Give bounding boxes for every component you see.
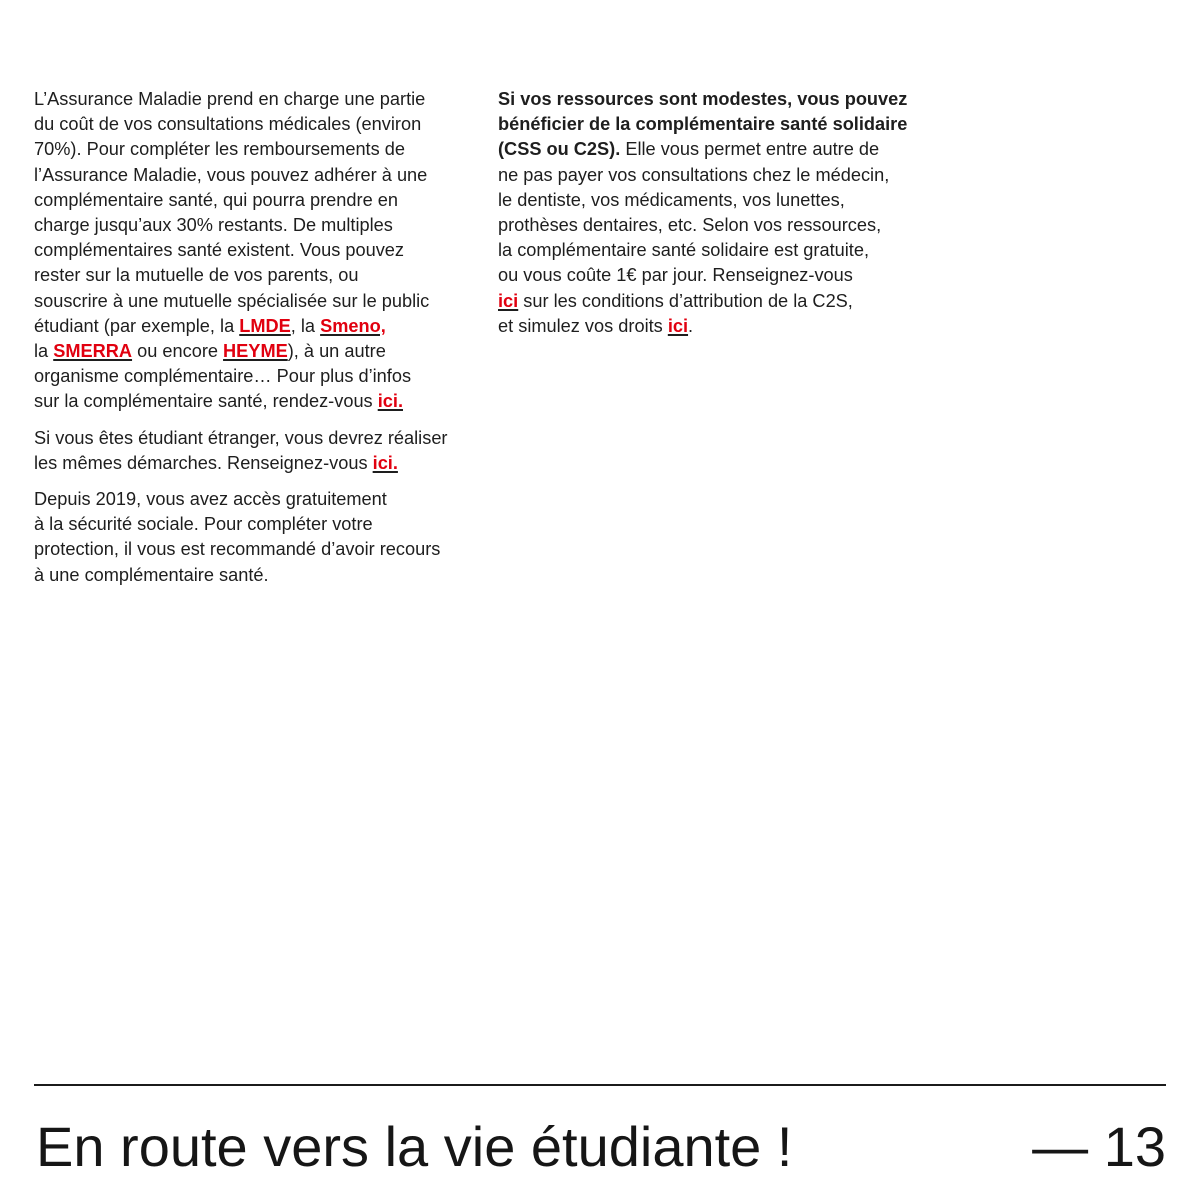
text-line: Depuis 2019, vous avez accès gratuitement [34, 489, 387, 510]
text-line: le dentiste, vos médicaments, vos lunettes, [498, 189, 845, 210]
link-ici-c2s-attribution[interactable]: ici [498, 290, 519, 311]
text-line: souscrire à une mutuelle spécialisée sur le public [34, 290, 430, 311]
text-line [498, 137, 918, 162]
text-line: L’Assurance Maladie prend en charge une partie [34, 89, 426, 109]
paragraph-etudiant-etranger [34, 426, 479, 476]
footer-divider [34, 1084, 1166, 1086]
text-segment: , la [290, 315, 321, 336]
link-smerra[interactable]: SMERRA [53, 341, 133, 362]
paragraph-css-c2s [498, 87, 918, 339]
text-line: la complémentaire santé solidaire est gratuite, [498, 240, 870, 261]
bold-text-segment: (CSS ou C2S). [498, 139, 621, 160]
text-line: complémentaire santé, qui pourra prendre en [34, 189, 398, 210]
text-line: organisme complémentaire… Pour plus d’infos [34, 366, 412, 387]
text-line [34, 389, 479, 414]
link-lmde[interactable]: LMDE [239, 315, 291, 336]
text-line: à la sécurité sociale. Pour compléter votre [34, 514, 373, 535]
text-line: protection, il vous est recommandé d’avoir recours [34, 539, 441, 560]
text-line: ne pas payer vos consultations chez le médecin, [498, 164, 890, 185]
paragraph-complementaire-sante [34, 87, 479, 415]
text-line: Si vous êtes étudiant étranger, vous devrez réaliser [34, 427, 448, 448]
text-line: charge jusqu’aux 30% restants. De multiples [34, 215, 393, 236]
text-segment: les mêmes démarches. Renseignez-vous [34, 452, 373, 473]
text-segment: Elle vous permet entre autre de [620, 139, 880, 160]
footer-title: En route vers la vie étudiante ! [36, 1115, 793, 1178]
link-smeno[interactable]: Smeno, [320, 315, 386, 336]
text-line: l’Assurance Maladie, vous pouvez adhérer à une [34, 164, 428, 185]
text-segment: étudiant (par exemple, la [34, 315, 240, 336]
text-line [34, 314, 479, 339]
right-column [498, 87, 918, 350]
text-line: du coût de vos consultations médicales (environ [34, 114, 422, 135]
text-line: ou vous coûte 1€ par jour. Renseignez-vous [498, 265, 853, 286]
text-segment: sur la complémentaire santé, rendez-vous [34, 391, 378, 412]
text-segment: ou encore [132, 341, 224, 362]
text-segment: . [688, 315, 694, 336]
text-line [498, 314, 918, 339]
paragraph-securite-sociale [34, 487, 479, 588]
text-segment: ), à un autre [287, 341, 386, 362]
text-segment: et simulez vos droits [498, 315, 668, 336]
text-line: prothèses dentaires, etc. Selon vos ressources, [498, 215, 882, 236]
link-ici-complementaire[interactable]: ici. [377, 391, 403, 412]
text-line [498, 289, 918, 314]
text-segment: sur les conditions d’attribution de la C2S, [518, 290, 853, 311]
page-number: — 13 [1032, 1115, 1166, 1178]
link-heyme[interactable]: HEYME [223, 341, 288, 362]
bold-text-line: Si vos ressources sont modestes, vous pouvez [498, 89, 908, 109]
text-line: rester sur la mutuelle de vos parents, ou [34, 265, 359, 286]
text-line: à une complémentaire santé. [34, 564, 269, 585]
bold-text-line: bénéficier de la complémentaire santé solidaire [498, 114, 908, 135]
text-line [34, 451, 479, 476]
text-segment: la [34, 341, 54, 362]
text-line: 70%). Pour compléter les remboursements de [34, 139, 405, 160]
text-line [34, 339, 479, 364]
link-ici-simulation[interactable]: ici [667, 315, 689, 336]
left-column [34, 87, 479, 599]
link-ici-etranger[interactable]: ici. [372, 452, 398, 473]
text-line: complémentaires santé existent. Vous pouvez [34, 240, 405, 261]
